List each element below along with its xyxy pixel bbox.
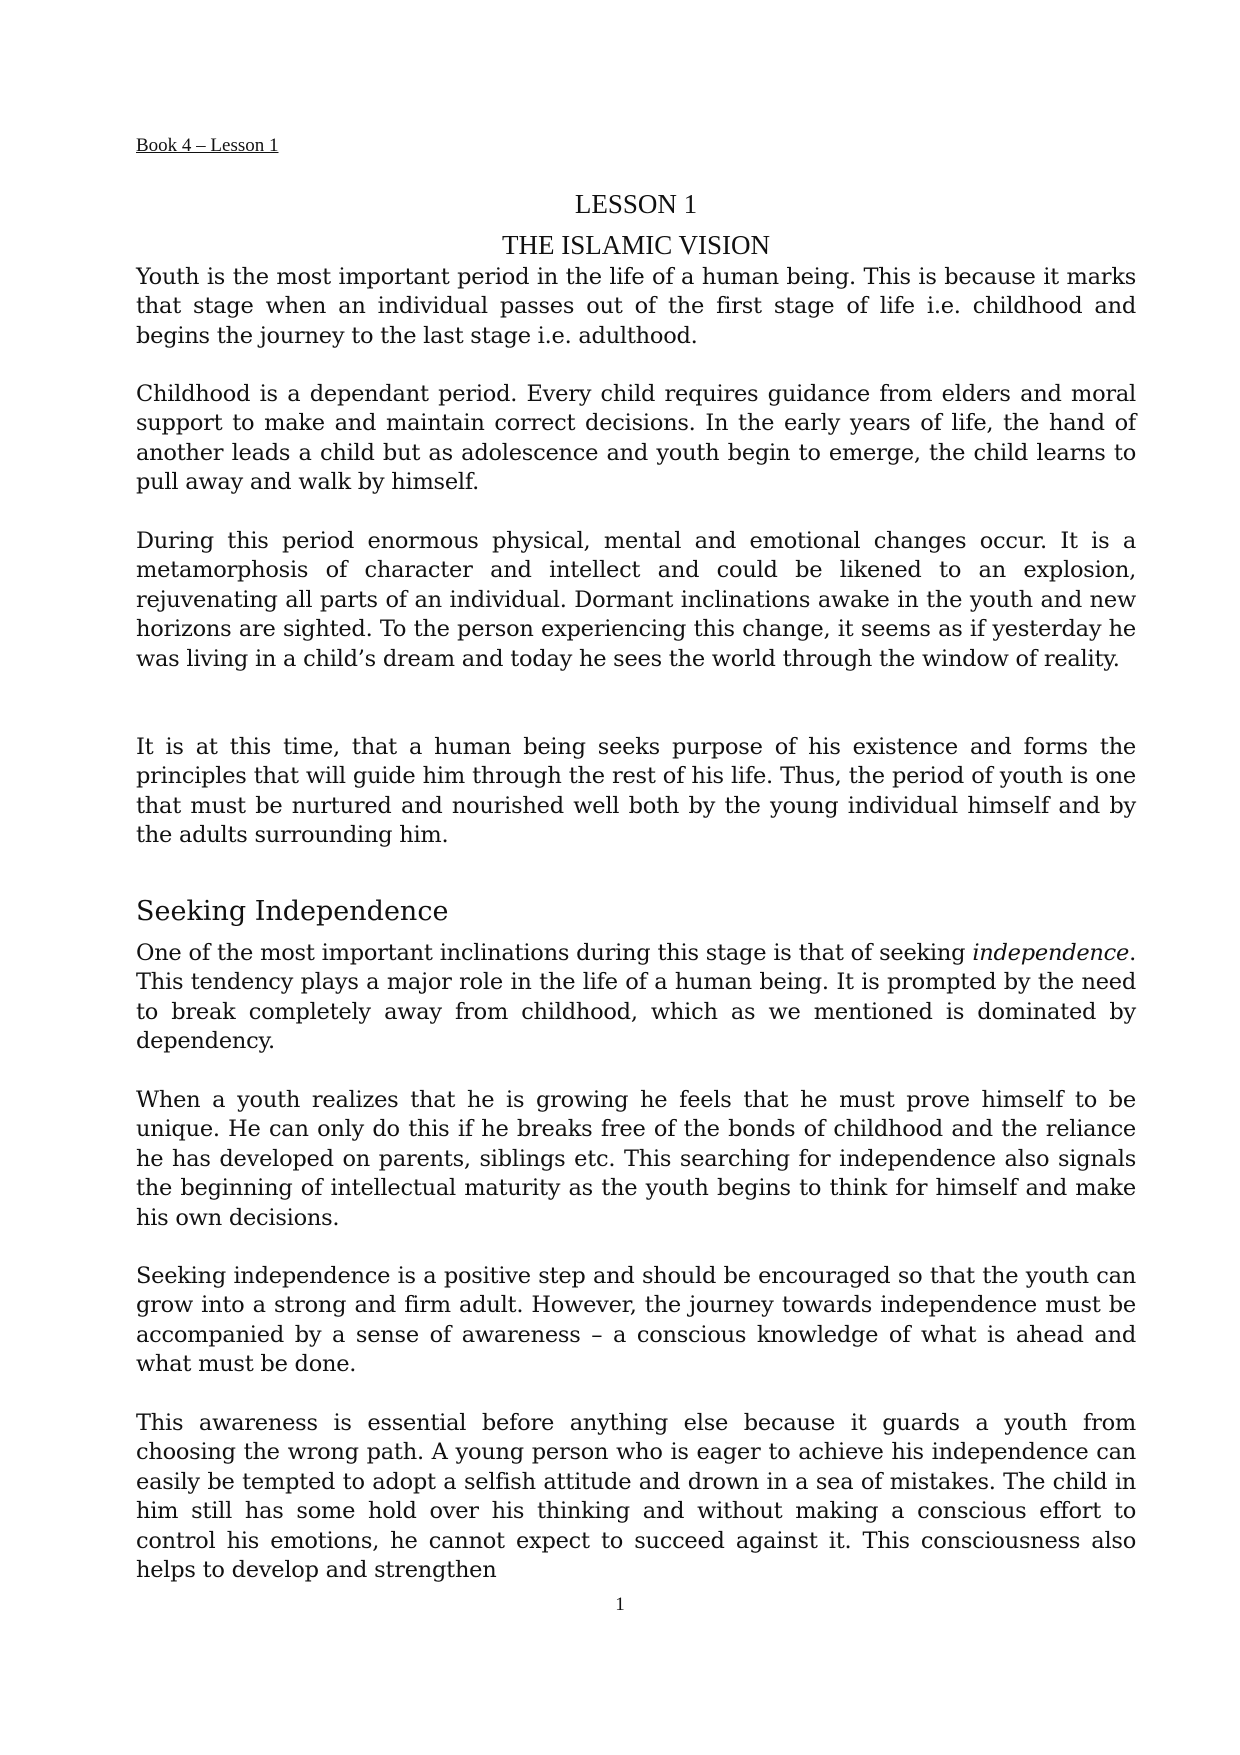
paragraph-positive-step: Seeking independence is a positive step and should be encouraged so that the youth can grow into a strong and firm adult. However, the journey towards independence must be accompanied by a sense of awareness – a conscious knowledge of what is ahead and what must be done. <box>136 1263 1136 1378</box>
section-heading: Seeking Independence <box>136 896 449 927</box>
emphasis-independence: independence <box>972 940 1130 966</box>
paragraph-childhood: Childhood is a dependant period. Every child requires guidance from elders and moral support to make and maintain correct decisions. In the early years of life, the hand of another leads a child but as adolescence and youth begin to emerge, the child learns to pull away and walk by himself. <box>136 381 1136 496</box>
paragraph-awareness: This awareness is essential before anything else because it guards a youth from choosing the wrong path. A young person who is eager to achieve his independence can easily be tempted to adopt a selfish attitude and drown in a sea of mistakes. The child in him still has some hold over his thinking and without making a conscious effort to control his emotions, he cannot expect to succeed against it. This consciousness also helps to develop and strengthen <box>136 1410 1136 1584</box>
intro-text-after: . This tendency plays a major role in the life of a human being. It is prompted by the need to break completely away from childhood, which as we mentioned is dominated by dependency. <box>136 940 1136 1055</box>
paragraph-purpose: It is at this time, that a human being seeks purpose of his existence and forms the principles that will guide him through the rest of his life. Thus, the period of youth is one that must be nurtured and nourished well both by the young individual himself and by the adults surrounding him. <box>136 734 1136 849</box>
lesson-title: THE ISLAMIC VISION <box>502 230 770 260</box>
paragraph-youth-importance: Youth is the most important period in the life of a human being. This is because it marks that stage when an individual passes out of the first stage of life i.e. childhood and begins the journey to the last stage i.e. adulthood. <box>136 264 1136 349</box>
paragraph-uniqueness: When a youth realizes that he is growing he feels that he must prove himself to be unique. He can only do this if he breaks free of the bonds of childhood and the reliance he has developed on parents, siblings etc. This searching for independence also signals the beginning of intellectual maturity as the youth begins to think for himself and make his own decisions. <box>136 1087 1136 1231</box>
lesson-number: LESSON 1 <box>574 189 698 219</box>
paragraph-seeking-independence <box>136 939 1136 1057</box>
page-number: 1 <box>615 1594 625 1615</box>
paragraph-changes: During this period enormous physical, mental and emotional changes occur. It is a metamorphosis of character and intellect and could be likened to an explosion, rejuvenating all parts of an individual. Dormant inclinations awake in the youth and new horizons are sighted. To the person experiencing this change, it seems as if yesterday he was living in a child’s dream and today he sees the world through the window of reality. <box>136 528 1136 672</box>
running-header: Book 4 – Lesson 1 <box>136 135 279 156</box>
intro-text-before: One of the most important inclinations during this stage is that of seeking <box>136 940 973 966</box>
